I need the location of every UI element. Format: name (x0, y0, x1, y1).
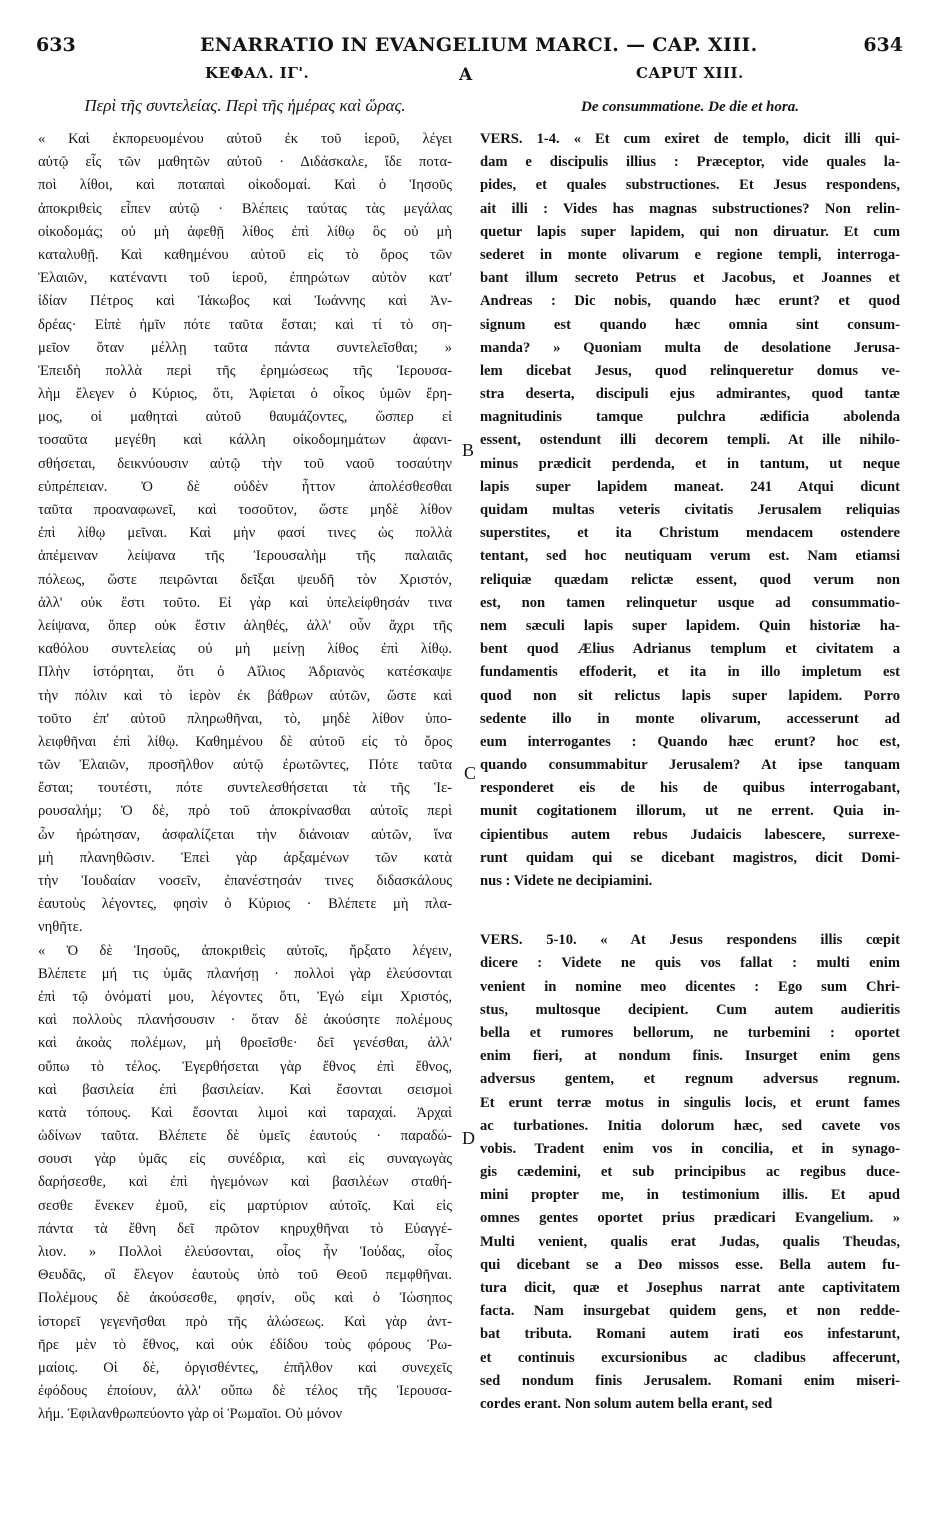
text-line: « Ὁ δὲ Ἰησοῦς, ἀποκριθεὶς αὐτοῖς, ἤρξατο λέγειν, (38, 942, 452, 959)
latin-paragraph-1 (480, 128, 900, 893)
text-line: κατὰ τόπους. Καὶ ἔσονται λιμοὶ καὶ ταραχαί. Ἀρχαὶ (38, 1104, 452, 1121)
text-line: sedente illo in monte olivarum, accesserunt ad (480, 710, 900, 727)
text-line: λειφθῆναι ἐπὶ λίθῳ. Καθημένου δὲ αὐτοῦ εἰς τὸ ὄρος (38, 733, 452, 750)
text-line: bat tributa. Romani autem irati eos infestarunt, (480, 1326, 900, 1343)
greek-column (38, 96, 452, 1427)
text-line: dam e discipulis illius : Præceptor, vide quales la- (480, 154, 900, 171)
text-line: ἱστορεῖ γεγενῆσθαι πρὸ τῆς ἁλώσεως. Καὶ γὰρ ἀντ- (38, 1313, 452, 1330)
text-line: VERS. 1-4. « Et cum exiret de templo, dicit illi qui- (480, 131, 900, 147)
text-line: σεσθε ἕνεκεν ἐμοῦ, εἰς μαρτύριον αὐτοῖς. Καὶ εἰς (38, 1197, 452, 1214)
latin-paragraph-2 (480, 929, 900, 1416)
latin-section-title: De consummatione. De die et hora. (581, 99, 799, 115)
latin-chapter-heading: CAPUT XIII. (636, 64, 744, 82)
text-line: λήμ. Ἐφιλανθρωπεύοντο γὰρ οἱ Ῥωμαῖοι. Οὐ μόνον (38, 1406, 343, 1423)
text-line: Multi venient, qualis erat Judas, qualis Theudas, (480, 1233, 900, 1250)
text-line: mini propter me, in testimonium illis. Et apud (480, 1187, 900, 1204)
text-line: eum interrogantes : Quando hæc erunt? hoc est, (480, 733, 900, 750)
text-line: ῆρε μὲν τὸ ἔθνος, καὶ οὐκ ἐδίδου τοὺς φόρους Ῥω- (38, 1336, 452, 1353)
text-line: cipientibus autem rebus Judaicis labescere, surrexe- (480, 826, 900, 843)
text-line: minus prædicit perdenda, et in tantum, ut neque (480, 455, 900, 472)
text-line: νηθῆτε. (38, 919, 83, 936)
margin-letter-d: D (462, 1128, 475, 1148)
page-number-right: 634 (863, 34, 903, 56)
text-line: ταῦτα προαναφωνεῖ, καὶ τοσοῦτον, ὥστε μηδὲ λίθον (38, 502, 452, 518)
text-line: λὴμ ἔλεγεν ὁ Κύριος, ὅτι, Ἀφίεται ὁ οἶκος ὑμῶν ἔρη- (38, 386, 452, 403)
text-line: adversus gentem, et regnum adversus regnum. (480, 1071, 900, 1088)
text-line: bella et rumores bellorum, ne turbemini : oportet (480, 1024, 900, 1041)
text-line: οὔπω τὸ τέλος. Ἐγερθήσεται γὰρ ἔθνος ἐπὶ ἔθνος, (38, 1058, 452, 1075)
column-marker-a: A (459, 65, 473, 85)
text-line: ἀπέμειναν λείψανα τῆς Ἱερουσαλὴμ τῆς παλαιᾶς (38, 548, 452, 565)
text-line: Ἐλαιῶν, κατέναντι τοῦ ἱεροῦ, ἐπηρώτων αὐτὸν κατ' (38, 270, 452, 287)
text-line: est, non tamen relinquetur usque ad consummatio- (480, 594, 900, 611)
text-line: bant illum secreto Petrus et Jacobus, et Joannes et (480, 270, 900, 287)
text-line: « Καὶ ἐκπορευομένου αὐτοῦ ἐκ τοῦ ἱεροῦ, λέγει (38, 131, 452, 147)
greek-paragraph-1 (38, 128, 452, 940)
text-line: δρέας· Εἰπὲ ἡμῖν πότε ταῦτα ἔσται; καὶ τί τὸ ση- (38, 316, 452, 333)
text-line: sed nondum finis Jerusalem. Romani enim miseri- (480, 1372, 900, 1389)
text-line: et continuis excursionibus ac cladibus affecerunt, (480, 1349, 900, 1366)
text-line: Et erunt terræ motus in singulis locis, et erunt fames (480, 1094, 900, 1111)
paragraph-gap (480, 893, 900, 929)
margin-letter-b: B (462, 440, 475, 460)
text-line: καὶ ἀκοὰς πολέμων, μὴ θροεῖσθε· δεῖ γενέσθαι, ἀλλ' (38, 1035, 452, 1052)
text-line: σθήσεται, δεικνύουσιν αὐτῷ τὴν τοῦ ναοῦ τοσαύτην (38, 455, 452, 472)
text-line: runt quidam qui se dicebant magistros, dicit Domi- (480, 849, 900, 866)
text-line: bent quod Ælius Adrianus templum et civitatem a (480, 641, 900, 658)
text-line: καὶ βασιλεία ἐπὶ βασιλείαν. Καὶ ἔσονται σεισμοὶ (38, 1081, 452, 1098)
text-line: quando consummabitur Jerusalem? At ipse tanquam (480, 757, 900, 774)
text-line: ὠδίνων ταῦτα. Βλέπετε δὲ ὑμεῖς ἑαυτούς · παραδώ- (38, 1128, 452, 1145)
text-line: cordes erant. Non solum autem bella erant, sed (480, 1395, 773, 1412)
text-line: τὴν πόλιν καὶ τὸ ἱερὸν ἐκ βάθρων αὐτῶν, ὥστε καὶ (38, 687, 452, 704)
text-line: καὶ πολλοὺς πλανήσουσιν · ὅταν δὲ ἀκούσητε πολέμους (38, 1012, 452, 1029)
text-line: Θευδᾶς, οἳ ἔλεγον ἑαυτοὺς ὑπὸ τοῦ Θεοῦ πεμφθῆναι. (38, 1267, 452, 1284)
text-line: dicere : Videte ne quis vos fallat : multi enim (480, 955, 900, 972)
text-line: omnes gentes oportet prius prædicari Evangelium. » (480, 1210, 900, 1227)
text-line: magnitudinis tamque pulchra ædificia abolenda (480, 409, 900, 426)
text-line: ἀποκριθεὶς εἶπεν αὐτῷ · Βλέπεις ταύτας τὰς μεγάλας (38, 200, 452, 217)
text-line: δαρήσεσθε, καὶ ἐπὶ ἡγεμόνων καὶ βασιλέων σταθή- (38, 1174, 452, 1191)
text-line: πάντα τὰ ἔθνη δεῖ πρῶτον κηρυχθῆναι τὸ Εὐαγγέ- (38, 1220, 452, 1237)
text-line: superstites, et ita Christum mendacem ostendere (480, 525, 900, 542)
text-line: Ἐπειδὴ πολλὰ περὶ τῆς ἐρημώσεως τῆς Ἱερουσα- (38, 362, 452, 379)
text-line: nem sæculi lapis super lapidem. Quin historiæ ha- (480, 617, 900, 634)
greek-chapter-heading: ΚΕΦΑΛ. ΙΓ'. (205, 64, 310, 82)
text-line: τοῦτο ἐπ' αὐτοῦ πληρωθῆναι, τὸ, μηδὲ λίθον ὑπο- (38, 710, 452, 727)
text-line: enim fieri, at nondum finis. Insurget enim gens (480, 1048, 900, 1065)
text-line: quod non sit relictus lapis super lapidem. Porro (480, 687, 900, 704)
text-line: essent, ostendunt illi decorem templi. At ille nihilo- (480, 432, 900, 449)
text-line: μὴ πλανηθῶσιν. Ἐπεὶ γὰρ ἀρξαμένων τῶν κατὰ (38, 849, 452, 866)
text-line: facta. Nam insurgebat quidem gens, et non redde- (480, 1303, 900, 1320)
text-line: πόλεως, ὥστε πειρῶνται δεῖξαι ψευδῆ τὸν Χριστόν, (38, 571, 452, 588)
text-line: reliquiæ quædam relictæ essent, quod verum non (480, 571, 900, 588)
text-line: ἐπὶ λίθῳ μεῖναι. Καὶ μὴν φασί τινες ὡς πολλὰ (38, 525, 452, 542)
text-line: ἐπὶ τῷ ὀνόματί μου, λέγοντες ὅτι, Ἐγώ εἰμι Χριστός, (38, 988, 452, 1005)
text-line: ρουσαλήμ; Ὁ δὲ, πρὸ τοῦ ἀποκρίνασθαι αὐτοῖς περὶ (38, 803, 452, 820)
margin-letter-c: C (464, 763, 477, 783)
text-line: munit cogitationem illorum, ut ne errent. Quia in- (480, 803, 900, 820)
text-line: VERS. 5-10. « At Jesus respondens illis cœpit (480, 932, 900, 949)
text-line: μεῖον ὅταν μέλλῃ ταῦτα πάντα συντελεῖσθαι; » (38, 339, 452, 356)
text-line: καταλυθῇ. Καὶ καθημένου αὐτοῦ εἰς τὸ ὄρος τῶν (38, 246, 452, 263)
text-line: τὴν Ἰουδαίαν νοσεῖν, ἐπανέστησάν τινες διδασκάλους (38, 873, 452, 889)
text-line: Βλέπετε μή τις ὑμᾶς πλανήσῃ · πολλοὶ γὰρ ἐλεύσονται (38, 965, 452, 982)
text-line: ἑαυτοὺς λέγοντες, φησὶν ὁ Κύριος · Βλέπετε μὴ πλα- (38, 896, 452, 913)
text-line: καθόλου συντελείας οὐ μὴ μείνῃ λίθος ἐπὶ λίθῳ. (38, 641, 452, 658)
text-line: sederet in monte olivarum e regione templi, interroga- (480, 246, 900, 263)
text-line: manda? » Quoniam multa de desolatione Jerusa- (480, 339, 900, 356)
text-line: Πλὴν ἱστόρηται, ὅτι ὁ Αἴλιος Ἀδριανὸς κατέσκαψε (38, 664, 452, 681)
text-line: vobis. Tradent enim vos in concilia, et in synago- (480, 1140, 900, 1157)
text-line: οἰκοδομάς; οὐ μὴ ἀφεθῇ λίθος ἐπὶ λίθῳ ὃς οὐ μὴ (38, 223, 452, 240)
greek-paragraph-2 (38, 940, 452, 1427)
text-line: lapis super lapidem maneat. 241 Atqui dicunt (480, 478, 900, 495)
text-line: τῶν Ἐλαιῶν, προσῆλθον αὐτῷ ἐρωτῶντες, Πότε ταῦτα (38, 757, 452, 774)
text-line: ac turbationes. Initia dolorum hæc, sed cavete vos (480, 1117, 900, 1134)
text-line: fundamentis effoderit, et ita in illo impletum est (480, 664, 900, 681)
text-line: ἀλλ' οὐκ ἔστι τοῦτο. Εἰ γὰρ καὶ ὑπελείφθησάν τινα (38, 594, 452, 611)
text-line: ἰδίαν Πέτρος καὶ Ἰάκωβος καὶ Ἰωάννης καὶ Ἀν- (38, 293, 452, 310)
page-header (0, 34, 937, 94)
text-line: ποὶ λίθοι, καὶ ποταπαὶ οἰκοδομαί. Καὶ ὁ Ἰησοῦς (38, 177, 452, 194)
latin-column (480, 96, 900, 1416)
text-line: stus, multosque decipient. Cum autem audieritis (480, 1001, 900, 1018)
text-line: nus : Videte ne decipiamini. (480, 873, 653, 889)
text-line: εὐπρέπειαν. Ὁ δὲ οὐδὲν ἧττον ἀπολέσθεσθαι (38, 478, 452, 495)
text-line: μαίοις. Οἱ δὲ, ὀργισθέντες, ἐπῆλθον καὶ συνεχεῖς (38, 1359, 452, 1376)
text-line: αὐτῷ εἷς τῶν μαθητῶν αὐτοῦ · Διδάσκαλε, ἴδε ποτα- (38, 154, 452, 171)
text-line: signum est quando hæc omnia sint consum- (480, 316, 900, 333)
text-line: μος, οἱ μαθηταὶ αὐτοῦ θαυμάζοντες, ὥσπερ εἰ (38, 409, 452, 426)
text-line: stra deserta, discipuli ejus admirantes, quod tantæ (480, 386, 900, 403)
text-line: gis cædemini, et sub principibus ac regibus duce- (480, 1164, 900, 1181)
text-line: lem dicebat Jesus, quod relinqueretur domus ve- (480, 362, 900, 379)
running-title: ENARRATIO IN EVANGELIUM MARCI. — CAP. XIII. (200, 34, 758, 56)
text-line: λιον. » Πολλοὶ ἐλεύσονται, οἷος ἦν Ἰούδας, οἷος (38, 1244, 452, 1260)
text-line: tentant, sed hoc neutiquam verum est. Nam etiamsi (480, 548, 900, 565)
text-line: venient in nomine meo dicentes : Ego sum Chri- (480, 978, 900, 995)
text-line: Πολέμους δὲ ἀκούσεσθε, φησίν, οὓς καὶ ὁ Ἰώσηπος (38, 1290, 452, 1307)
text-line: quetur lapis super lapidem, qui non diruatur. Et cum (480, 223, 900, 240)
greek-section-title: Περὶ τῆς συντελείας. Περὶ τῆς ἡμέρας καὶ ὥρας. (84, 96, 406, 115)
text-line: quidam multas veteris civitatis Jerusalem reliquias (480, 502, 900, 518)
text-line: Andreas : Dic nobis, quando hæc erunt? et quod (480, 293, 900, 310)
text-line: λείψανα, ὅπερ οὐκ ἔστιν ἀληθές, ἀλλ' οὖν ἄχρι τῆς (38, 617, 452, 634)
text-line: σουσι γὰρ ὑμᾶς εἰς συνέδρια, καὶ εἰς συναγωγὰς (38, 1151, 452, 1168)
text-line: pides, et quales substructiones. Et Jesus respondens, (480, 177, 900, 194)
text-line: ὧν ἠρώτησαν, ἀσφαλίζεται τὴν διάνοιαν αὐτῶν, ἵνα (38, 826, 452, 843)
text-line: ἔσται; τουτέστι, πότε συντελεσθήσεται τὰ τῆς Ἱε- (38, 780, 452, 797)
text-line: ἐφόδους ἐποίουν, ἀλλ' οὔπω δὲ τέλος τῆς Ἱερουσα- (38, 1383, 452, 1400)
text-line: ait illi : Vides has magnas substructiones? Non relin- (480, 200, 900, 217)
text-line: qui dicebant se a Deo missos esse. Bella autem fu- (480, 1256, 900, 1273)
text-line: τοσαῦτα μεγέθη καὶ κάλλη οἰκοδομημάτων ἀφανι- (38, 432, 452, 449)
text-line: tura dicit, quæ et Josephus narrat ante captivitatem (480, 1280, 900, 1296)
text-line: responderet eis de his de quibus interrogabant, (480, 780, 900, 797)
page-number-left: 633 (36, 34, 76, 56)
